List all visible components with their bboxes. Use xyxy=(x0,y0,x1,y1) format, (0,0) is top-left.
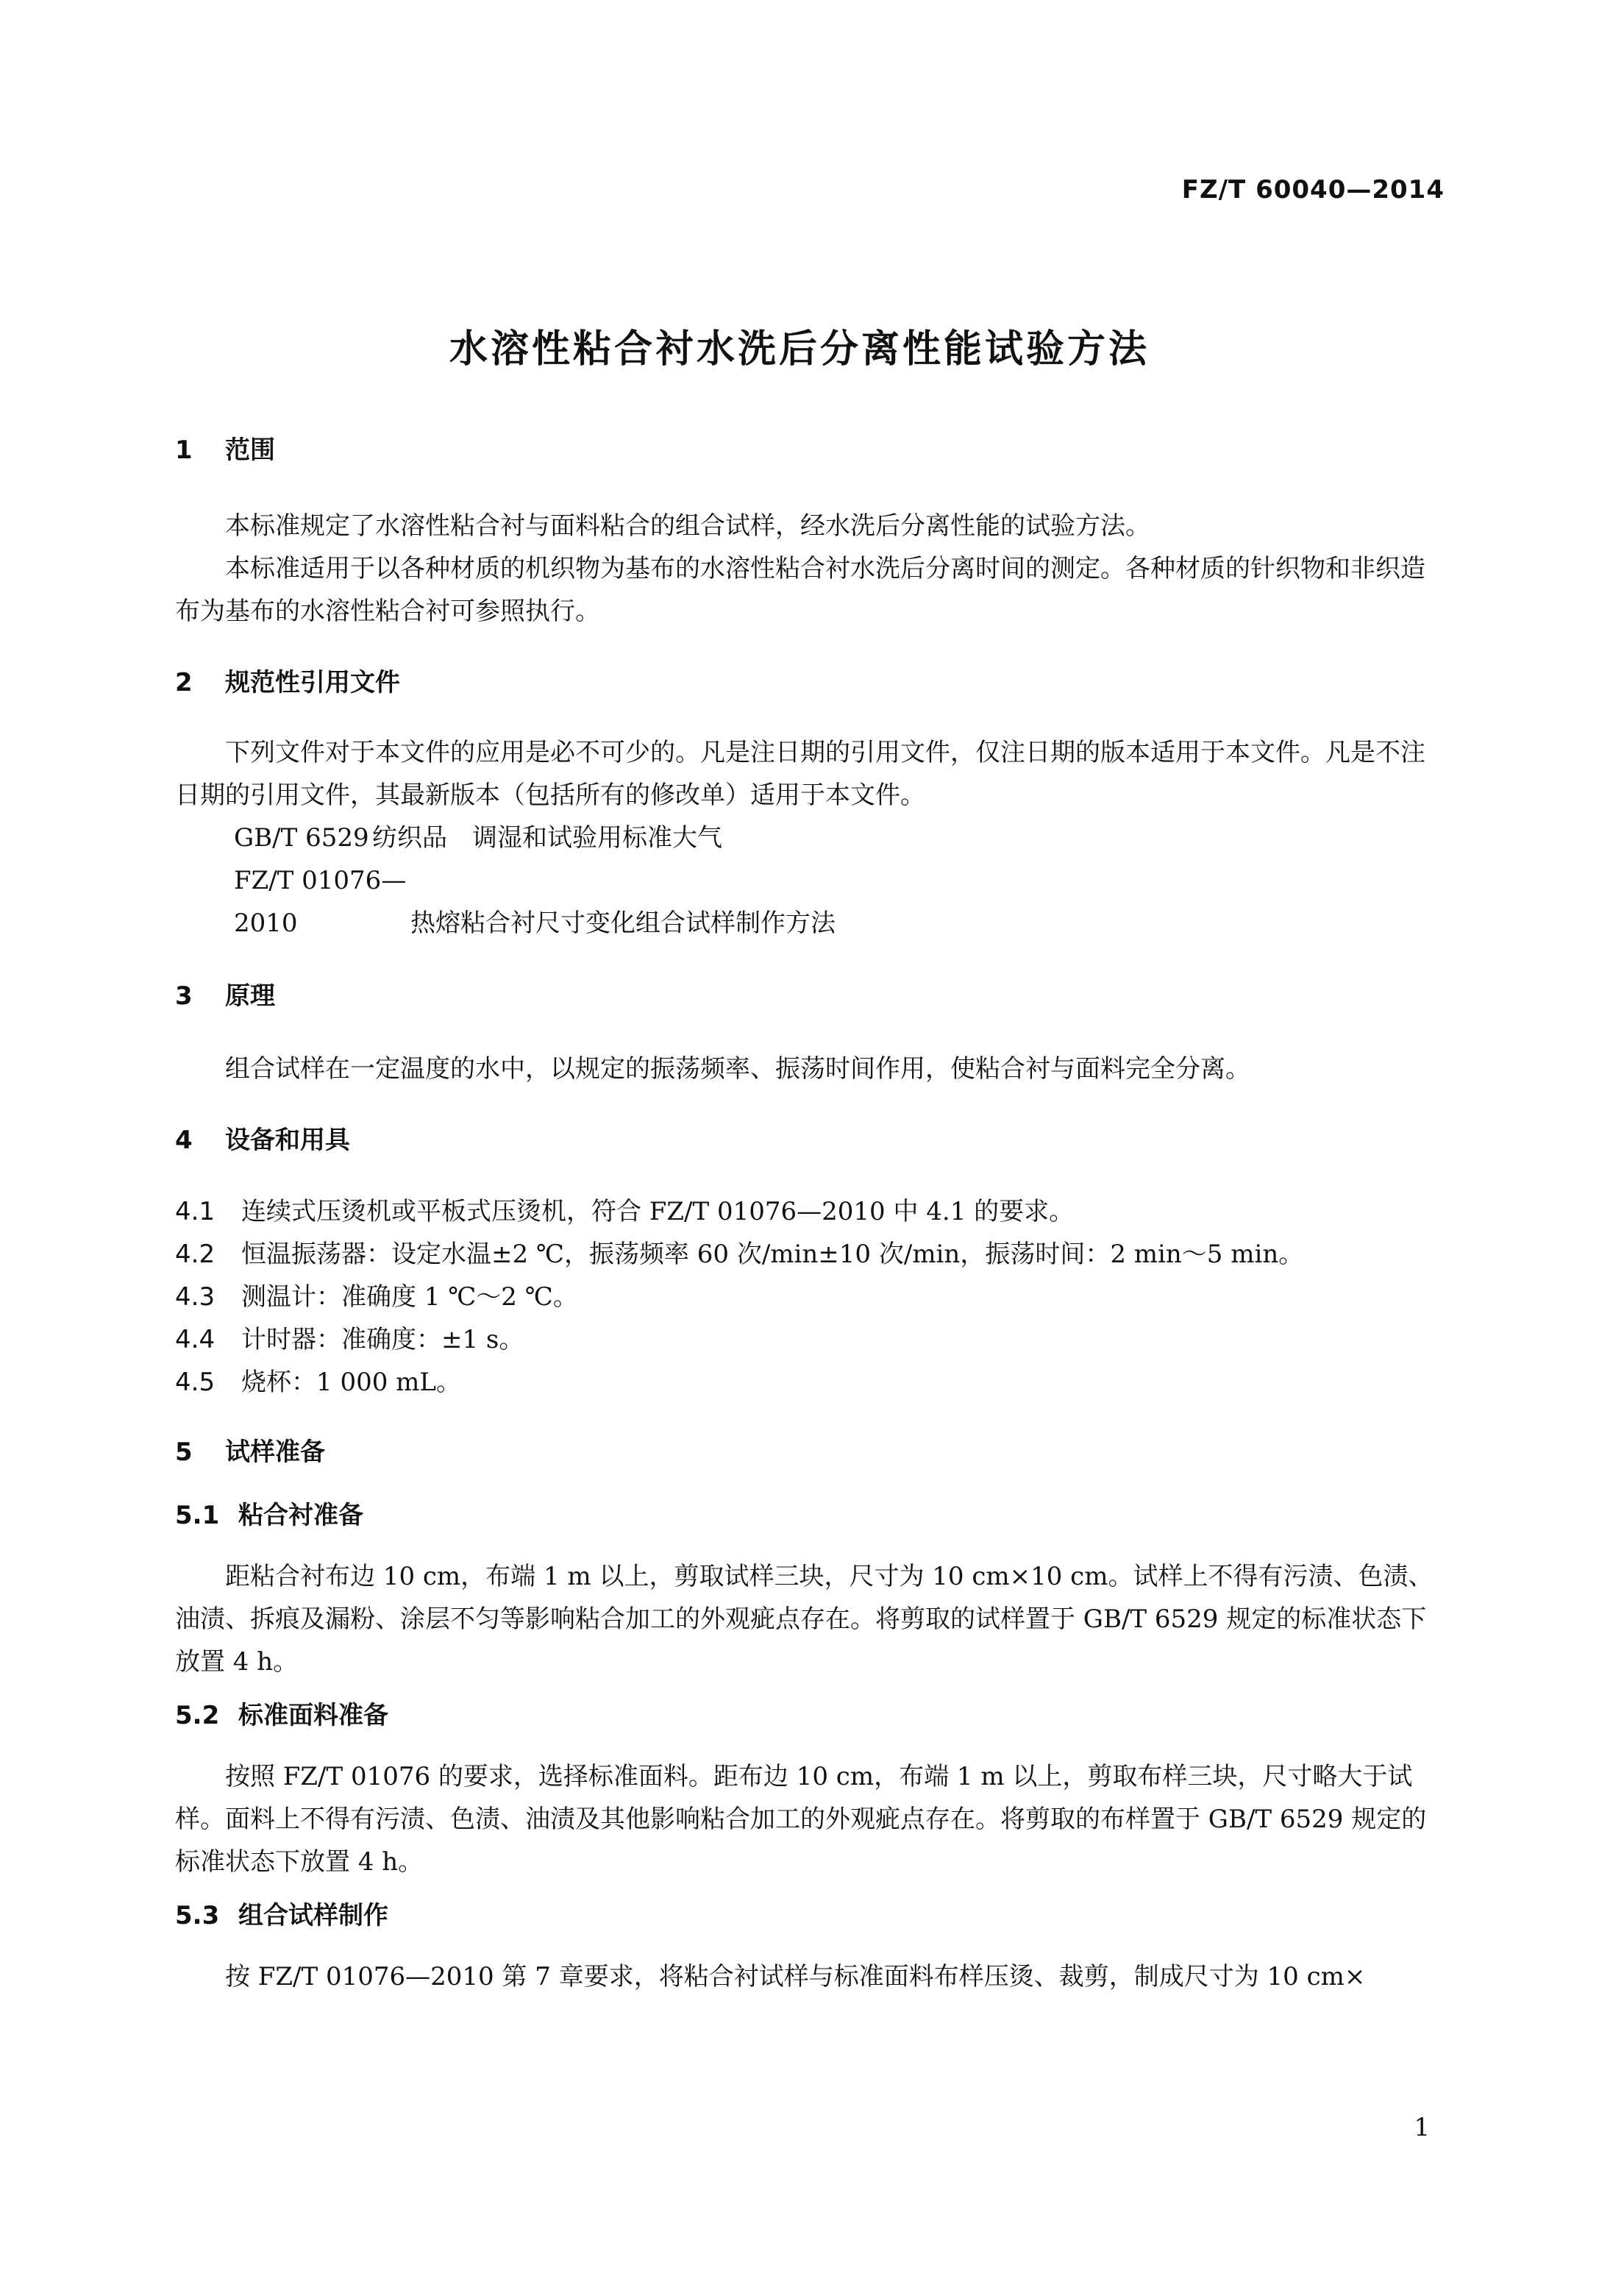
section-2-heading xyxy=(175,665,1442,700)
subsection-5-2-heading xyxy=(175,1698,1442,1733)
item-number: 4.2 xyxy=(175,1240,216,1269)
subsection-number: 5.2 xyxy=(175,1701,220,1730)
subsection-number: 5.3 xyxy=(175,1901,220,1930)
item-number: 4.5 xyxy=(175,1368,216,1397)
item-text: 计时器：准确度：±1 s。 xyxy=(241,1325,524,1354)
paragraph: 本标准规定了水溶性粘合衬与面料粘合的组合试样，经水洗后分离性能的试验方法。 xyxy=(225,511,1150,541)
item-text: 连续式压烫机或平板式压烫机，符合 FZ/T 01076—2010 中 4.1 的要求。 xyxy=(241,1197,1075,1226)
document-code: FZ/T 60040—2014 xyxy=(1181,175,1445,205)
reference-code: FZ/T 01076—2010 xyxy=(234,866,407,938)
subsection-5-1-heading xyxy=(175,1498,1442,1533)
section-title: 范围 xyxy=(225,436,275,465)
section-title: 试样准备 xyxy=(225,1437,325,1467)
reference-title: 纺织品 调湿和试验用标准大气 xyxy=(372,823,722,853)
section-number: 5 xyxy=(175,1437,193,1467)
reference-item xyxy=(175,817,1442,859)
section-number: 1 xyxy=(175,436,193,465)
item-text: 烧杯：1 000 mL。 xyxy=(241,1368,461,1397)
section-5-heading xyxy=(175,1435,1442,1470)
section-3-heading xyxy=(175,978,1442,1014)
list-item xyxy=(175,1361,1442,1404)
paragraph: 下列文件对于本文件的应用是必不可少的。凡是注日期的引用文件，仅注日期的版本适用于本文件。凡是不注日期的引用文件，其最新版本（包括所有的修改单）适用于本文件。 xyxy=(175,738,1425,810)
item-number: 4.3 xyxy=(175,1282,216,1312)
item-number: 4.4 xyxy=(175,1325,216,1354)
paragraph: 按 FZ/T 01076—2010 第 7 章要求，将粘合衬试样与标准面料布样压烫、裁剪，制成尺寸为 10 cm× xyxy=(225,1962,1366,1991)
item-text: 测温计：准确度 1 ℃～2 ℃。 xyxy=(241,1282,578,1312)
section-title: 原理 xyxy=(225,981,275,1011)
equipment-list xyxy=(175,1190,1442,1404)
section-number: 4 xyxy=(175,1126,193,1155)
reference-title: 热熔粘合衬尺寸变化组合试样制作方法 xyxy=(410,909,836,938)
list-item xyxy=(175,1190,1442,1233)
paragraph: 组合试样在一定温度的水中，以规定的振荡频率、振荡时间作用，使粘合衬与面料完全分离。 xyxy=(225,1054,1250,1084)
section-number: 2 xyxy=(175,668,193,697)
subsection-title: 粘合衬准备 xyxy=(238,1501,363,1530)
paragraph: 按照 FZ/T 01076 的要求，选择标准面料。距布边 10 cm，布端 1 m 以上，剪取布样三块，尺寸略大于试样。面料上不得有污渍、色渍、油渍及其他影响粘合加工的外观疵点存在。将剪取的布样置于 GB/T 6529 规定的标准状态下放置 4 h。 xyxy=(175,1762,1427,1877)
page-number: 1 xyxy=(1414,2113,1430,2142)
section-number: 3 xyxy=(175,981,193,1011)
reference-code: GB/T 6529 xyxy=(234,823,369,853)
section-title: 规范性引用文件 xyxy=(225,668,400,697)
section-4-heading xyxy=(175,1123,1442,1158)
subsection-title: 标准面料准备 xyxy=(238,1701,388,1730)
item-number: 4.1 xyxy=(175,1197,216,1226)
paragraph: 本标准适用于以各种材质的机织物为基布的水溶性粘合衬水洗后分离时间的测定。各种材质的针织物和非织造布为基布的水溶性粘合衬可参照执行。 xyxy=(175,554,1425,626)
list-item xyxy=(175,1276,1442,1318)
section-1-heading xyxy=(175,433,1442,468)
list-item xyxy=(175,1318,1442,1361)
paragraph: 距粘合衬布边 10 cm，布端 1 m 以上，剪取试样三块，尺寸为 10 cm×10 cm。试样上不得有污渍、色渍、油渍、拆痕及漏粉、涂层不匀等影响粘合加工的外观疵点存在。将剪取的试样置于 GB/T 6529 规定的标准状态下放置 4 h。 xyxy=(175,1562,1434,1677)
subsection-number: 5.1 xyxy=(175,1501,220,1530)
document-title: 水溶性粘合衬水洗后分离性能试验方法 xyxy=(449,327,1150,372)
subsection-title: 组合试样制作 xyxy=(238,1901,388,1930)
document-body xyxy=(175,427,1442,1998)
list-item xyxy=(175,1233,1442,1276)
subsection-5-3-heading xyxy=(175,1898,1442,1933)
section-title: 设备和用具 xyxy=(225,1126,350,1155)
reference-item xyxy=(175,859,1442,945)
item-text: 恒温振荡器：设定水温±2 ℃，振荡频率 60 次/min±10 次/min，振荡时间：2 min～5 min。 xyxy=(241,1240,1304,1269)
